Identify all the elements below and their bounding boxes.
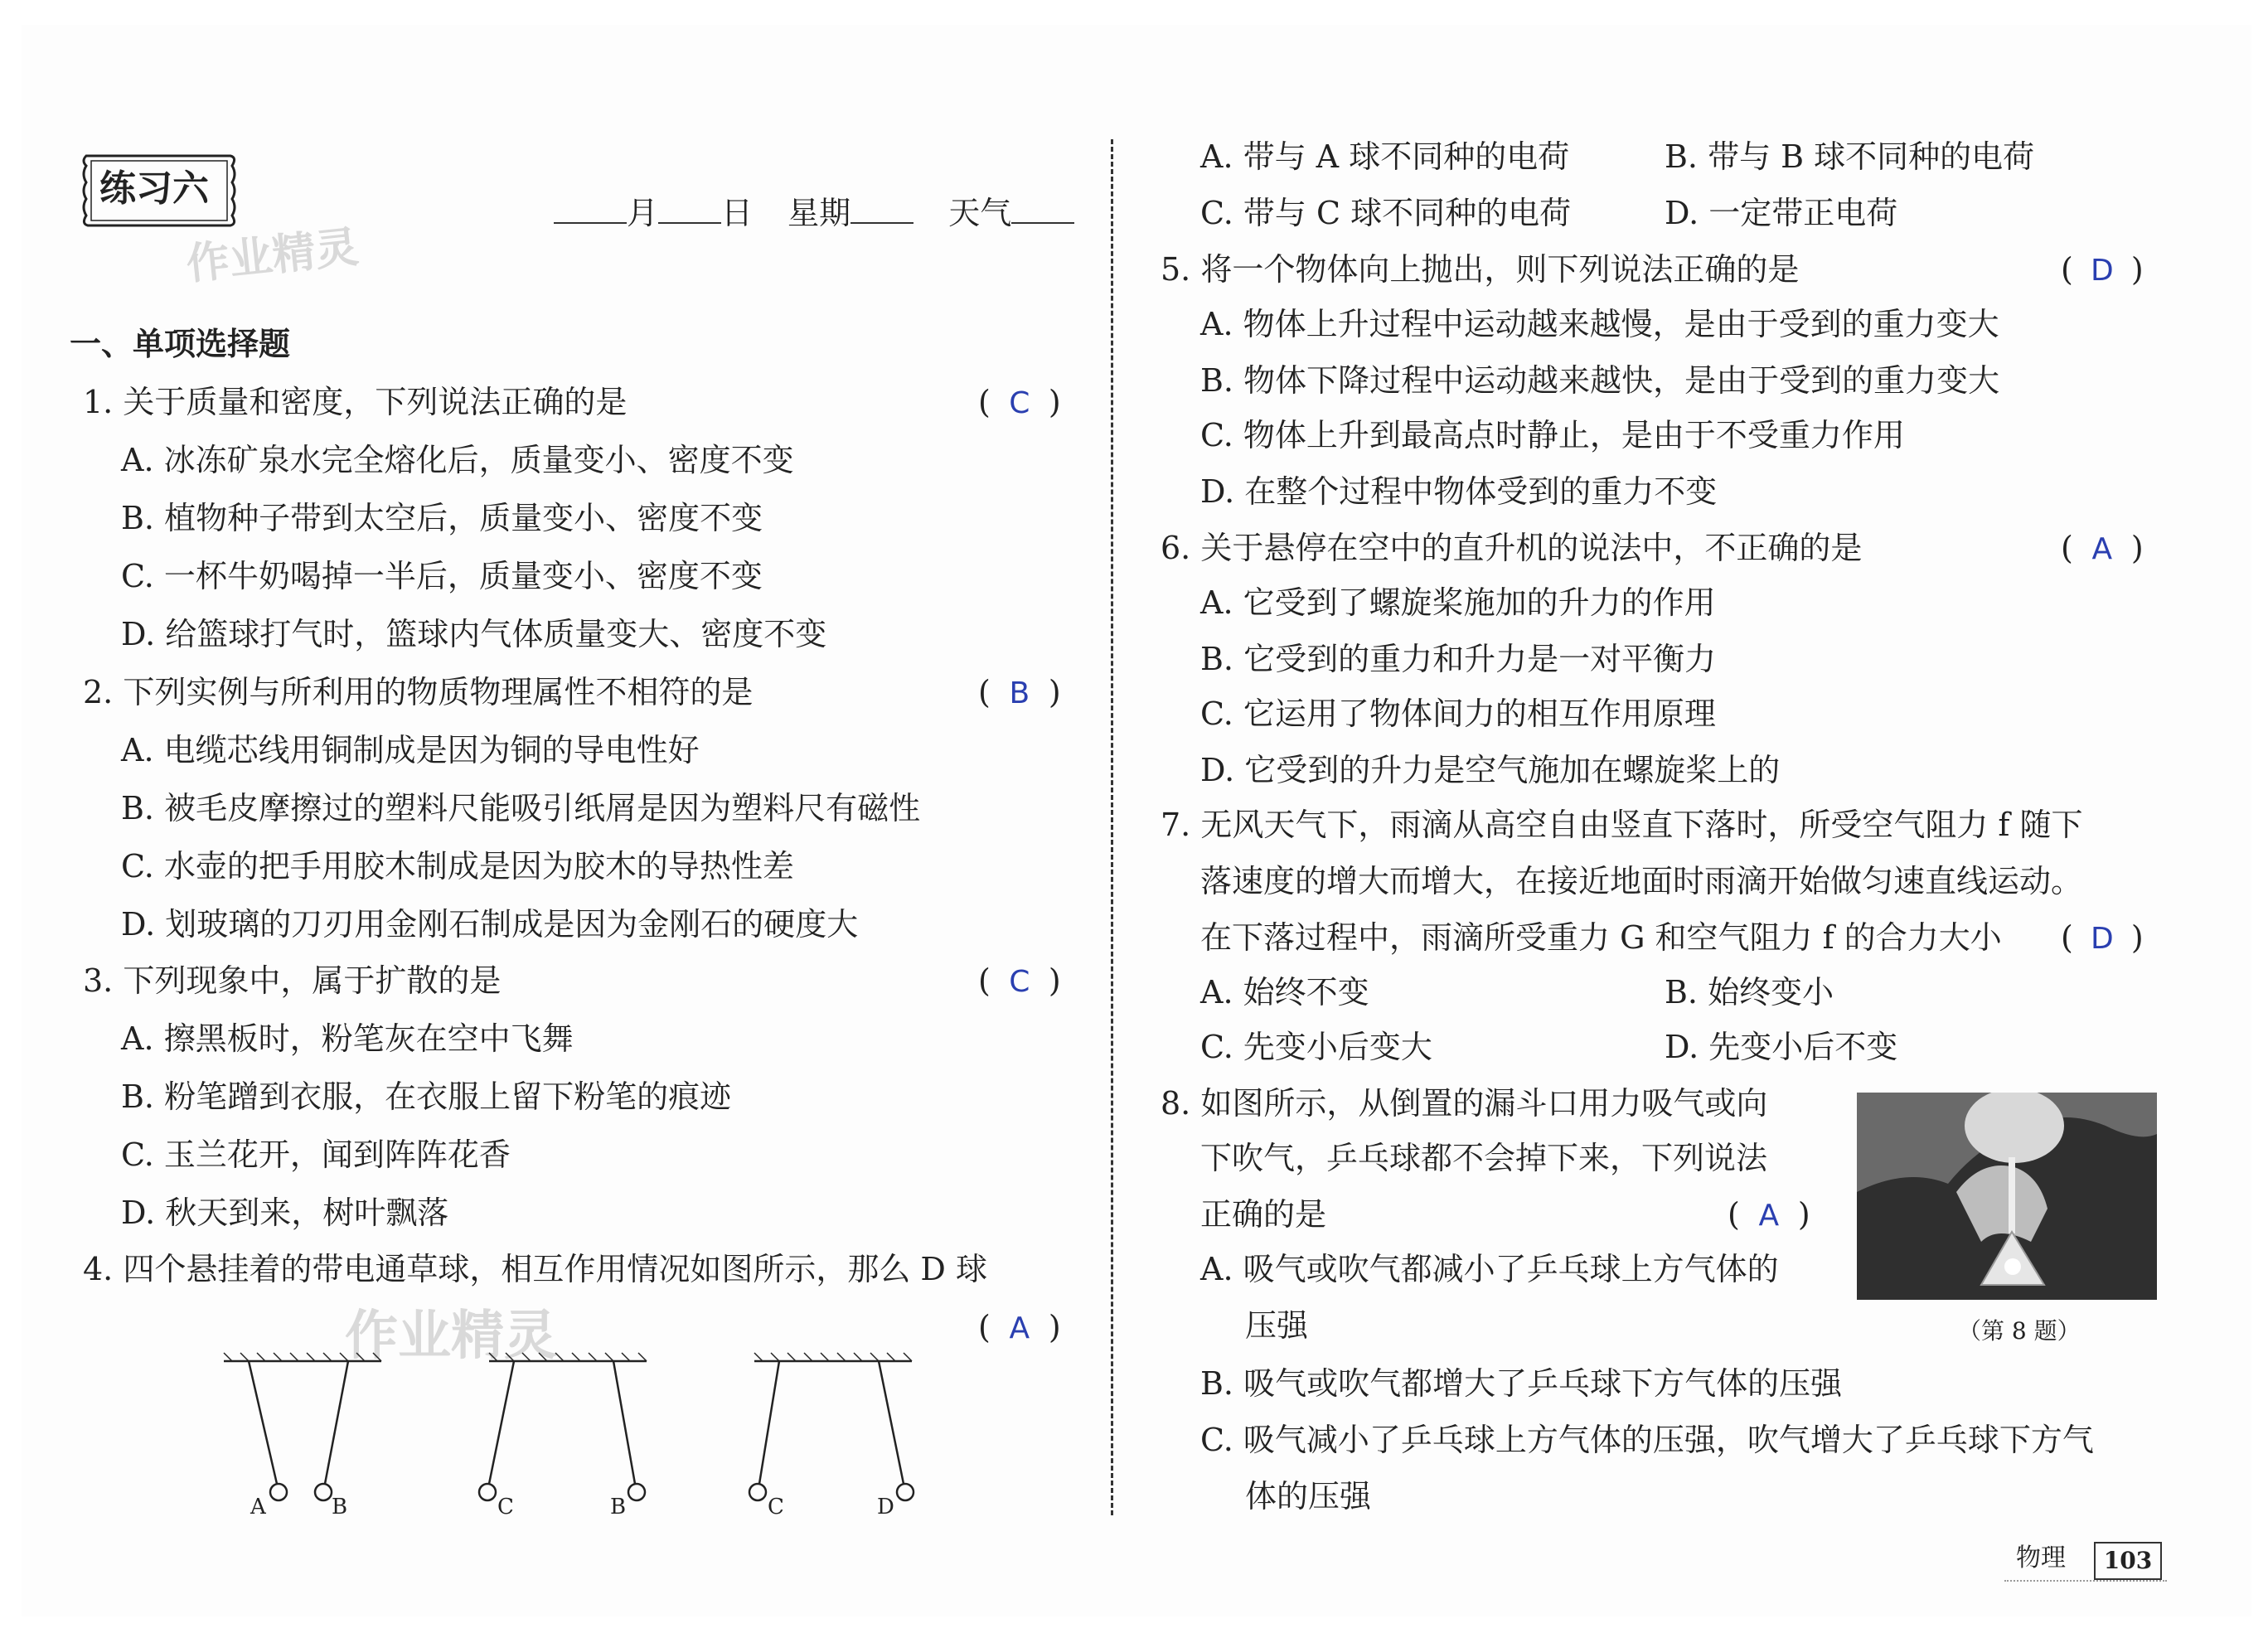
- q2-answer: B: [1009, 676, 1030, 710]
- q7-option-d: D. 先变小后不变: [1665, 1029, 1898, 1065]
- watermark-top: 作业精灵: [184, 222, 361, 290]
- q4-option-d: D. 一定带正电荷: [1665, 195, 1898, 231]
- q8-option-b: B. 吸气或吹气都增大了乒乓球下方气体的压强: [1200, 1365, 1843, 1402]
- fig-label-b2: B: [610, 1495, 627, 1519]
- q2-option-c: C. 水壶的把手用胶木制成是因为胶木的导热性差: [121, 848, 794, 884]
- fig-label-a: A: [250, 1495, 266, 1519]
- fig-pair-cd: [749, 1353, 914, 1500]
- month-label: 月: [627, 195, 659, 231]
- column-divider: [1111, 139, 1113, 1515]
- q6-option-c: C. 它运用了物体间力的相互作用原理: [1200, 695, 1716, 732]
- q8-photo: [1857, 1093, 2157, 1300]
- q7-option-a: A. 始终不变: [1200, 974, 1369, 1010]
- q5-option-d: D. 在整个过程中物体受到的重力不变: [1200, 473, 1718, 510]
- q8-option-c-line1: C. 吸气减小了乒乓球上方气体的压强，吹气增大了乒乓球下方气: [1200, 1422, 2094, 1458]
- q7-option-b: B. 始终变小: [1665, 974, 1834, 1010]
- q8-answer: A: [1758, 1199, 1780, 1233]
- q4-answer: A: [1009, 1311, 1030, 1345]
- q6-option-d: D. 它受到的升力是空气施加在螺旋桨上的: [1200, 752, 1781, 788]
- q4-answer-bracket: ( A ): [978, 1306, 1061, 1350]
- weekday-label: 星期: [788, 195, 851, 231]
- fig-label-d: D: [877, 1495, 894, 1519]
- q8-stem-line2: 下吹气，乒乓球都不会掉下来，下列说法: [1200, 1140, 1768, 1176]
- day-label: 日: [721, 195, 754, 231]
- q8-stem-line1: 8. 如图所示，从倒置的漏斗口用力吸气或向: [1161, 1085, 1768, 1122]
- q7-answer: D: [2090, 922, 2114, 956]
- q4-stem: 4. 四个悬挂着的带电通草球，相互作用情况如图所示，那么 D 球: [83, 1251, 987, 1287]
- q4-figure: [216, 1343, 920, 1525]
- q3-option-d: D. 秋天到来，树叶飘落: [121, 1195, 449, 1231]
- date-line: [554, 192, 1074, 234]
- q5-option-b: B. 物体下降过程中运动越来越快，是由于受到的重力变大: [1200, 362, 2000, 399]
- q8-stem-line3: 正确的是: [1200, 1196, 1327, 1233]
- q1-stem: 1. 关于质量和密度，下列说法正确的是: [83, 384, 628, 420]
- q8-caption: （第 8 题）: [1958, 1317, 2081, 1345]
- q3-answer: C: [1009, 965, 1030, 999]
- q8-option-a-line2: 压强: [1245, 1307, 1309, 1344]
- q1-answer-bracket: ( C ): [978, 381, 1061, 424]
- q2-option-b: B. 被毛皮摩擦过的塑料尺能吸引纸屑是因为塑料尺有磁性: [121, 790, 921, 826]
- q5-answer: D: [2090, 254, 2114, 288]
- q3-option-a: A. 擦黑板时，粉笔灰在空中飞舞: [121, 1020, 574, 1057]
- footer-rule: [2004, 1580, 2167, 1582]
- q3-option-b: B. 粉笔蹭到衣服，在衣服上留下粉笔的痕迹: [121, 1078, 732, 1115]
- q8-photo-drawing: [1857, 1093, 2157, 1300]
- day-blank[interactable]: [658, 192, 721, 224]
- weather-blank[interactable]: [1011, 192, 1074, 224]
- fig-pair-cb: [479, 1353, 647, 1500]
- weekday-blank[interactable]: [850, 192, 914, 224]
- q7-stem-line3: 在下落过程中，雨滴所受重力 G 和空气阻力 f 的合力大小: [1200, 919, 2002, 956]
- q6-option-b: B. 它受到的重力和升力是一对平衡力: [1200, 641, 1717, 677]
- fig-label-c2: C: [768, 1495, 784, 1519]
- q8-option-c-line2: 体的压强: [1245, 1478, 1372, 1514]
- q3-option-c: C. 玉兰花开，闻到阵阵花香: [121, 1136, 511, 1173]
- q8-answer-bracket: ( A ): [1728, 1194, 1810, 1237]
- q2-option-d: D. 划玻璃的刀刃用金刚石制成是因为金刚石的硬度大: [121, 906, 859, 943]
- fig-label-b1: B: [332, 1495, 348, 1519]
- q4-option-b: B. 带与 B 球不同种的电荷: [1665, 138, 2035, 175]
- q6-stem: 6. 关于悬停在空中的直升机的说法中，不正确的是: [1161, 530, 1863, 566]
- q7-option-c: C. 先变小后变大: [1200, 1029, 1432, 1065]
- q1-option-d: D. 给篮球打气时，篮球内气体质量变大、密度不变: [121, 616, 827, 652]
- q6-answer: A: [2091, 532, 2113, 566]
- q3-stem: 3. 下列现象中，属于扩散的是: [83, 962, 502, 999]
- q4-option-a: A. 带与 A 球不同种的电荷: [1200, 138, 1570, 175]
- watermark-mid: 作业精灵: [345, 1306, 557, 1367]
- section-title: 一、单项选择题: [70, 326, 291, 362]
- fig-pair-ab: [224, 1353, 381, 1500]
- month-blank[interactable]: [554, 192, 627, 224]
- q2-option-a: A. 电缆芯线用铜制成是因为铜的导电性好: [121, 732, 700, 768]
- q4-option-c: C. 带与 C 球不同种的电荷: [1200, 195, 1572, 231]
- q5-option-c: C. 物体上升到最高点时静止，是由于不受重力作用: [1200, 417, 1905, 453]
- q5-stem: 5. 将一个物体向上抛出，则下列说法正确的是: [1161, 251, 1800, 288]
- q7-stem-line1: 7. 无风天气下，雨滴从高空自由竖直下落时，所受空气阻力 f 随下: [1161, 807, 2083, 843]
- fig-label-c1: C: [497, 1495, 514, 1519]
- q3-answer-bracket: ( C ): [978, 960, 1061, 1003]
- q8-option-a-line1: A. 吸气或吹气都减小了乒乓球上方气体的: [1200, 1251, 1779, 1287]
- q2-stem: 2. 下列实例与所利用的物质物理属性不相符的是: [83, 674, 754, 710]
- q1-option-c: C. 一杯牛奶喝掉一半后，质量变小、密度不变: [121, 558, 763, 594]
- weather-label: 天气: [948, 195, 1012, 231]
- q1-answer: C: [1009, 386, 1030, 420]
- q6-option-a: A. 它受到了螺旋桨施加的升力的作用: [1200, 584, 1716, 621]
- q5-answer-bracket: ( D ): [2061, 249, 2144, 292]
- q7-stem-line2: 落速度的增大而增大，在接近地面时雨滴开始做匀速直线运动。: [1200, 863, 2083, 899]
- footer-subject: 物理: [2016, 1544, 2066, 1573]
- q7-answer-bracket: ( D ): [2061, 917, 2144, 960]
- page-number: 103: [2094, 1542, 2162, 1580]
- q5-option-a: A. 物体上升过程中运动越来越慢，是由于受到的重力变大: [1200, 306, 1999, 342]
- q1-option-b: B. 植物种子带到太空后，质量变小、密度不变: [121, 500, 763, 536]
- q2-answer-bracket: ( B ): [978, 671, 1061, 715]
- q6-answer-bracket: ( A ): [2061, 527, 2144, 570]
- q1-option-a: A. 冰冻矿泉水完全熔化后，质量变小、密度不变: [121, 442, 794, 478]
- exercise-title: 练习六: [99, 167, 209, 210]
